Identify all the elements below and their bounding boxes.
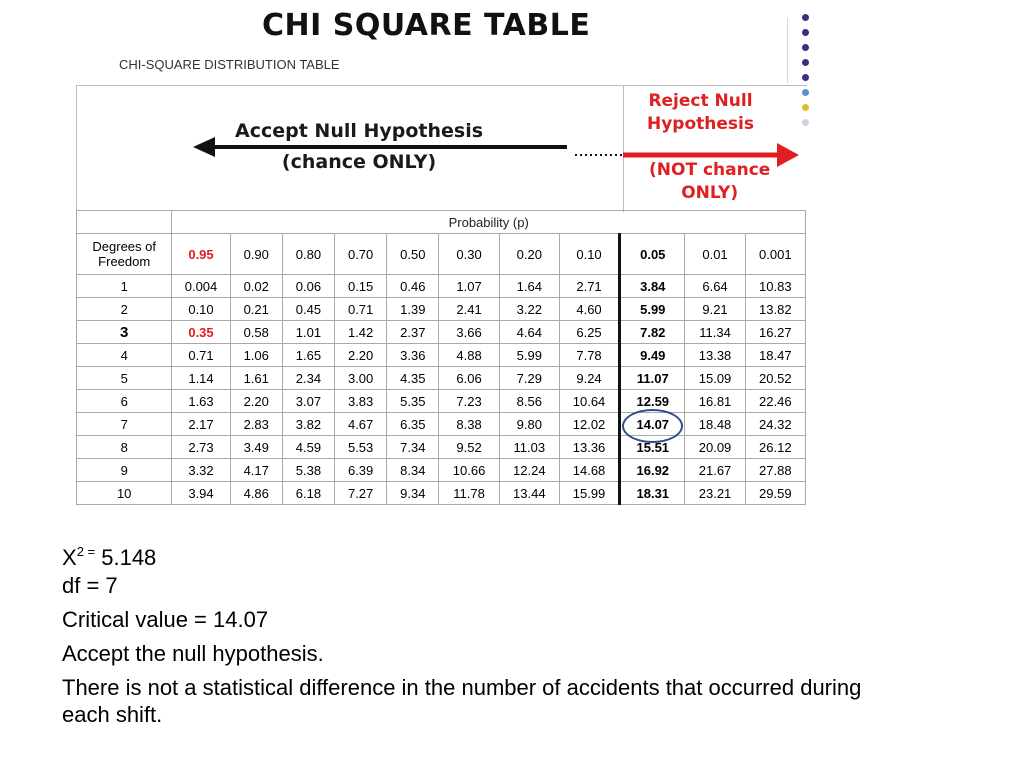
df-cell: 2: [77, 298, 172, 321]
reject-arrow-head: [777, 143, 799, 167]
value-cell: 10.83: [745, 275, 805, 298]
value-cell: 2.41: [439, 298, 499, 321]
value-cell: 3.66: [439, 321, 499, 344]
value-cell: 4.17: [230, 459, 282, 482]
value-cell: 4.60: [559, 298, 619, 321]
value-cell: 5.99: [620, 298, 685, 321]
value-cell: 0.02: [230, 275, 282, 298]
value-cell: 2.34: [282, 367, 334, 390]
value-cell: 0.71: [172, 344, 230, 367]
table-row: [77, 436, 806, 459]
value-cell: 0.004: [172, 275, 230, 298]
value-cell: 20.09: [685, 436, 745, 459]
probability-spacer: [77, 211, 172, 234]
value-cell: 13.82: [745, 298, 805, 321]
p-value-header: 0.20: [499, 234, 559, 275]
value-cell: 20.52: [745, 367, 805, 390]
df-cell: 6: [77, 390, 172, 413]
table-row: [77, 413, 806, 436]
df-header-line1: Degrees of: [92, 239, 156, 254]
table-row: [77, 344, 806, 367]
p-value-header: 0.001: [745, 234, 805, 275]
value-cell: 3.32: [172, 459, 230, 482]
df-line: df = 7: [62, 573, 118, 598]
value-cell: 4.59: [282, 436, 334, 459]
value-cell: 1.07: [439, 275, 499, 298]
value-cell: 2.71: [559, 275, 619, 298]
value-cell: 1.64: [499, 275, 559, 298]
value-cell: 14.68: [559, 459, 619, 482]
df-header-line2: Freedom: [98, 254, 151, 269]
table-row: [77, 321, 806, 344]
value-cell: 11.78: [439, 482, 499, 505]
slide-title: CHI SQUARE TABLE: [262, 8, 591, 43]
value-cell: 1.42: [335, 321, 387, 344]
probability-label: Probability (p): [172, 211, 806, 234]
value-cell: 13.38: [685, 344, 745, 367]
chi-symbol: X: [62, 545, 77, 570]
value-cell: 9.34: [387, 482, 439, 505]
p-value-header: 0.80: [282, 234, 334, 275]
value-cell: 6.64: [685, 275, 745, 298]
value-cell: 7.34: [387, 436, 439, 459]
value-cell: 3.94: [172, 482, 230, 505]
p-value-header: 0.95: [172, 234, 230, 275]
value-cell: 9.24: [559, 367, 619, 390]
value-cell: 26.12: [745, 436, 805, 459]
value-cell: 6.25: [559, 321, 619, 344]
value-cell: 6.39: [335, 459, 387, 482]
conclusion-line: Accept the null hypothesis.: [62, 641, 324, 666]
value-cell: 8.38: [439, 413, 499, 436]
p-value-header: 0.70: [335, 234, 387, 275]
value-cell: 0.21: [230, 298, 282, 321]
df-cell: 5: [77, 367, 172, 390]
value-cell: 12.02: [559, 413, 619, 436]
table-row: [77, 275, 806, 298]
notes: [62, 535, 862, 728]
value-cell: 4.35: [387, 367, 439, 390]
value-cell: 9.52: [439, 436, 499, 459]
value-cell: 15.09: [685, 367, 745, 390]
value-cell: 0.45: [282, 298, 334, 321]
value-cell: 3.22: [499, 298, 559, 321]
value-cell: 12.59: [620, 390, 685, 413]
decor-dot: [802, 29, 809, 36]
value-cell: 1.63: [172, 390, 230, 413]
value-cell: 29.59: [745, 482, 805, 505]
chi-square-table: [76, 210, 806, 505]
value-cell: 4.67: [335, 413, 387, 436]
p-value-header: 0.30: [439, 234, 499, 275]
value-cell: 9.21: [685, 298, 745, 321]
value-cell: 1.14: [172, 367, 230, 390]
table-row: [77, 390, 806, 413]
df-cell: 3: [77, 321, 172, 344]
value-cell: 15.51: [620, 436, 685, 459]
value-cell: 22.46: [745, 390, 805, 413]
reject-sublabel: [649, 159, 770, 205]
value-cell: 8.56: [499, 390, 559, 413]
value-cell: 3.84: [620, 275, 685, 298]
p-value-header-row: [77, 234, 806, 275]
value-cell: 9.49: [620, 344, 685, 367]
table-row: [77, 482, 806, 505]
value-cell: 4.88: [439, 344, 499, 367]
probability-row: [77, 211, 806, 234]
value-cell: 0.06: [282, 275, 334, 298]
chi-value: 5.148: [95, 545, 157, 570]
df-header: [77, 234, 172, 275]
value-cell: 18.47: [745, 344, 805, 367]
value-cell: 21.67: [685, 459, 745, 482]
value-cell: 18.31: [620, 482, 685, 505]
value-cell: 0.46: [387, 275, 439, 298]
reject-label: [647, 90, 754, 136]
value-cell: 13.44: [499, 482, 559, 505]
critical-value-line: Critical value = 14.07: [62, 607, 269, 632]
value-cell: 0.15: [335, 275, 387, 298]
value-cell: 1.01: [282, 321, 334, 344]
value-cell: 27.88: [745, 459, 805, 482]
value-cell: 1.61: [230, 367, 282, 390]
value-cell: 6.18: [282, 482, 334, 505]
value-cell: 5.99: [499, 344, 559, 367]
value-cell: 1.39: [387, 298, 439, 321]
accept-label-line2: (chance ONLY): [281, 151, 437, 173]
value-cell: 2.20: [335, 344, 387, 367]
value-cell: 0.35: [172, 321, 230, 344]
decorative-divider: [787, 18, 788, 83]
table-row: [77, 459, 806, 482]
table-row: [77, 367, 806, 390]
df-cell: 7: [77, 413, 172, 436]
decor-dot: [802, 59, 809, 66]
df-cell: 8: [77, 436, 172, 459]
value-cell: 1.65: [282, 344, 334, 367]
value-cell: 7.27: [335, 482, 387, 505]
reject-label-line1: Reject Null: [648, 91, 753, 111]
value-cell: 9.80: [499, 413, 559, 436]
value-cell: 2.17: [172, 413, 230, 436]
value-cell: 14.07: [620, 413, 685, 436]
value-cell: 3.49: [230, 436, 282, 459]
value-cell: 8.34: [387, 459, 439, 482]
value-cell: 3.00: [335, 367, 387, 390]
p-value-header: 0.01: [685, 234, 745, 275]
value-cell: 7.29: [499, 367, 559, 390]
value-cell: 6.35: [387, 413, 439, 436]
reject-sublabel-line2: ONLY): [681, 183, 739, 203]
value-cell: 0.71: [335, 298, 387, 321]
explanation-line: There is not a statistical difference in the number of accidents that occurred during each shift.: [62, 675, 862, 727]
value-cell: 3.36: [387, 344, 439, 367]
value-cell: 7.23: [439, 390, 499, 413]
table-subtitle: CHI-SQUARE DISTRIBUTION TABLE: [119, 57, 340, 72]
value-cell: 5.35: [387, 390, 439, 413]
value-cell: 16.27: [745, 321, 805, 344]
value-cell: 12.24: [499, 459, 559, 482]
value-cell: 1.06: [230, 344, 282, 367]
value-cell: 4.86: [230, 482, 282, 505]
value-cell: 15.99: [559, 482, 619, 505]
value-cell: 16.92: [620, 459, 685, 482]
value-cell: 13.36: [559, 436, 619, 459]
value-cell: 2.37: [387, 321, 439, 344]
accept-label-line1: Accept Null Hypothesis: [235, 120, 484, 142]
value-cell: 24.32: [745, 413, 805, 436]
value-cell: 10.64: [559, 390, 619, 413]
value-cell: 0.10: [172, 298, 230, 321]
value-cell: 16.81: [685, 390, 745, 413]
chi-superscript: 2 =: [76, 544, 96, 559]
hypothesis-diagram: [76, 85, 807, 212]
p-value-header: 0.10: [559, 234, 619, 275]
value-cell: 6.06: [439, 367, 499, 390]
value-cell: 11.03: [499, 436, 559, 459]
accept-arrow-head: [193, 137, 215, 157]
reject-label-line2: Hypothesis: [647, 114, 754, 134]
value-cell: 2.73: [172, 436, 230, 459]
table-row: [77, 298, 806, 321]
critical-value-circle: [622, 409, 683, 443]
value-cell: 11.07: [620, 367, 685, 390]
reject-sublabel-line1: (NOT chance: [649, 160, 771, 180]
value-cell: 10.66: [439, 459, 499, 482]
value-cell: 4.64: [499, 321, 559, 344]
chi-square-line: [62, 535, 862, 569]
value-cell: 7.82: [620, 321, 685, 344]
decor-dot: [802, 44, 809, 51]
df-cell: 9: [77, 459, 172, 482]
decor-dot: [802, 74, 809, 81]
accept-label: [235, 116, 483, 178]
p-value-header: 0.90: [230, 234, 282, 275]
value-cell: 18.48: [685, 413, 745, 436]
value-cell: 11.34: [685, 321, 745, 344]
df-cell: 1: [77, 275, 172, 298]
value-cell: 0.58: [230, 321, 282, 344]
value-cell: 5.38: [282, 459, 334, 482]
value-cell: 3.82: [282, 413, 334, 436]
p-value-header: 0.50: [387, 234, 439, 275]
value-cell: 3.07: [282, 390, 334, 413]
df-cell: 4: [77, 344, 172, 367]
value-cell: 5.53: [335, 436, 387, 459]
value-cell: 2.20: [230, 390, 282, 413]
value-cell: 7.78: [559, 344, 619, 367]
value-cell: 2.83: [230, 413, 282, 436]
df-cell: 10: [77, 482, 172, 505]
value-cell: 23.21: [685, 482, 745, 505]
decor-dot: [802, 14, 809, 21]
p-value-header: 0.05: [620, 234, 685, 275]
value-cell: 3.83: [335, 390, 387, 413]
